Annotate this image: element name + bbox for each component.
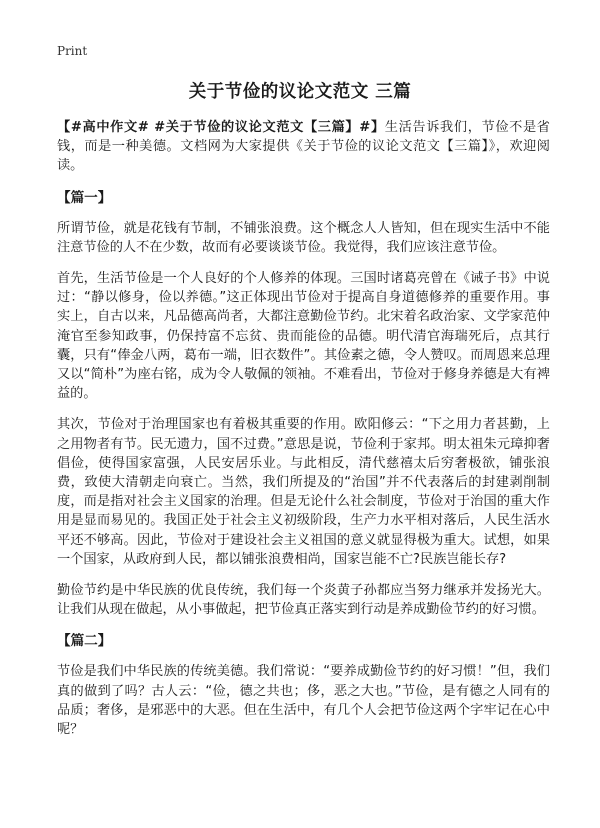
intro-paragraph	[57, 118, 550, 176]
page-title: 关于节俭的议论文范文 三篇	[188, 82, 412, 102]
section1-paragraph-2: 首先，生活节俭是一个人良好的个人修养的体现。三国时诸葛亮曾在《诫子书》中说过：“静以修身，俭以养德。”这正体现出节俭对于提高自身道德修养的重要作用。事实上，自古以来，凡品德高尚者，大都注意勤俭节约。北宋着名政治家、文学家范仲淹官至参知政事，仍保持富不忘贫、贵而能俭的品德。明代清官海瑞死后，点其行囊，只有“俸金八两，葛布一端，旧衣数件”。其俭素之德，令人赞叹。而周恩来总理又以“简朴”为座右铭，成为令人敬佩的领袖。不难看出，节俭对于修身养德是大有裨益的。	[57, 271, 550, 402]
section-heading-2: 【篇二】	[57, 633, 112, 650]
article-body	[57, 118, 550, 751]
section2-paragraph-1: 节俭是我们中华民族的传统美德。我们常说：“要养成勤俭节约的好习惯！”但，我们真的做到了吗？古人云：“俭，德之共也；侈，恶之大也。”节俭，是有德之人同有的品质；奢侈，是邪恶中的大恶。但在生活中，有几个人会把节俭这两个字牢记在心中呢？	[57, 664, 550, 738]
intro-tag: 【#高中作文# #关于节俭的议论文范文【三篇】#】	[57, 120, 385, 135]
intro-text: 生活告诉我们，节俭不是省钱，而是一种美德。文档网为大家提供《关于节俭的议论文范文【三篇】》，欢迎阅读。	[57, 120, 550, 174]
section1-paragraph-3: 其次，节俭对于治理国家也有着极其重要的作用。欧阳修云：“下之用力者甚勤，上之用物者有节。民无遗力，国不过费。”意思是说，节俭利于家邦。明太祖朱元璋抑奢倡俭，使得国家富强，人民安居乐业。与此相反，清代慈禧太后穷奢极欲，铺张浪费，致使大清朝走向衰亡。当然，我们所提及的“治国”并不代表落后的封建剥削制度，而是指对社会主义国家的治理。但是无论什么社会制度，节俭对于治国的重大作用是显而易见的。我国正处于社会主义初级阶段，生产力水平相对落后，人民生活水平还不够高。因此，节俭对于建设社会主义祖国的意义就显得极为重大。试想，如果一个国家，从政府到人民，都以铺张浪费相尚，国家岂能不亡?民族岂能长存?	[57, 417, 550, 567]
section1-paragraph-1: 所谓节俭，就是花钱有节制，不铺张浪费。这个概念人人皆知，但在现实生活中不能注意节俭的人不在少数，故而有必要谈谈节俭。我觉得，我们应该注意节俭。	[57, 220, 550, 255]
section1-paragraph-4: 勤俭节约是中华民族的优良传统，我们每一个炎黄子孙都应当努力继承并发扬光大。让我们从现在做起，从小事做起，把节俭真正落实到行动是养成勤俭节约的好习惯。	[57, 583, 550, 618]
section-heading-1: 【篇一】	[57, 189, 112, 206]
print-label: Print	[57, 44, 88, 58]
